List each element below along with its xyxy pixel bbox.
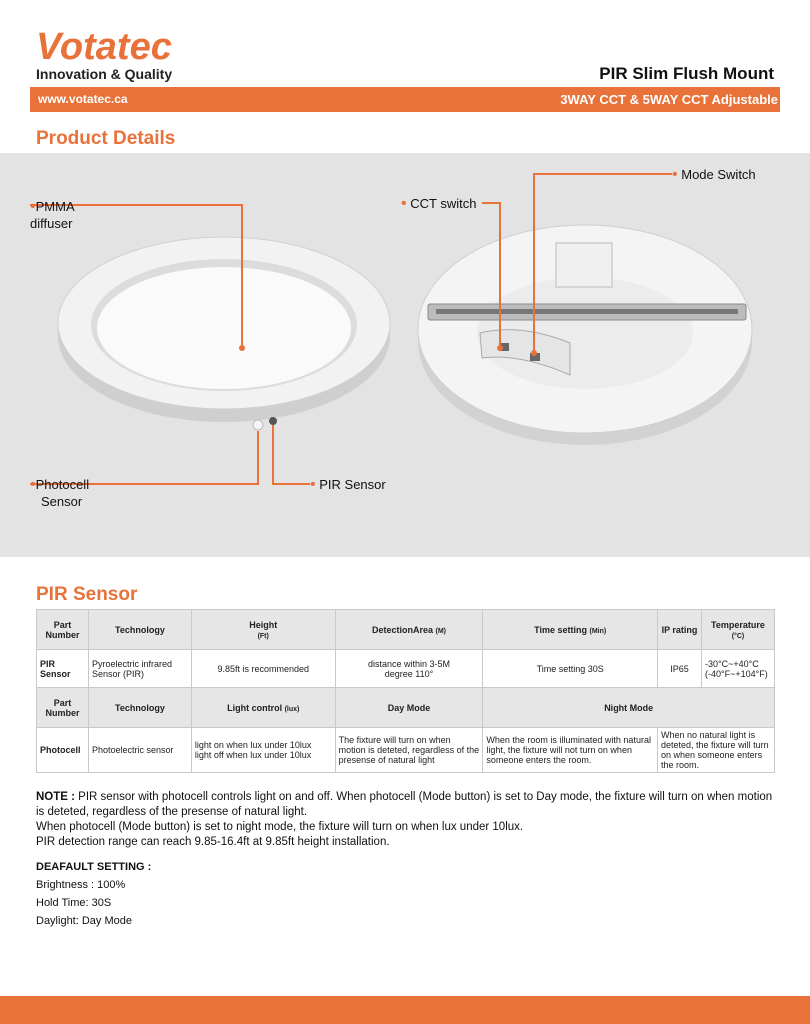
- fixture-front-image: [58, 237, 390, 430]
- pir-sensor-heading: PIR Sensor: [36, 584, 138, 605]
- default-settings: [36, 858, 151, 930]
- cell-part: PIR Sensor: [37, 650, 89, 688]
- header-bar: [30, 87, 780, 112]
- cell-night-mode-natural-light: When the room is illuminated with natural light, the fixture will not turn on when someone enters the room.: [483, 728, 658, 773]
- default-daylight: Daylight: Day Mode: [36, 915, 132, 927]
- fixture-back-image: [418, 225, 752, 445]
- note-label: NOTE :: [36, 791, 75, 803]
- header-height: Height (Ft): [191, 610, 335, 650]
- default-hold-time: Hold Time: 30S: [36, 897, 112, 909]
- product-details-heading: Product Details: [36, 128, 176, 149]
- callout-photocell-sensor: •Photocell Sensor: [30, 476, 90, 509]
- bullet-icon: •: [310, 476, 316, 493]
- product-details-panel: [0, 153, 810, 557]
- cell-temperature: -30°C~+40°C (-40°F~+104°F): [701, 650, 774, 688]
- document-subtitle: 3WAY CCT & 5WAY CCT Adjustable: [560, 92, 778, 107]
- header-part-number: Part Number: [37, 688, 89, 728]
- bullet-icon: •: [672, 166, 678, 183]
- votatec-logo: [36, 26, 196, 66]
- header-night-mode: Night Mode: [483, 688, 775, 728]
- default-brightness: Brightness : 100%: [36, 879, 126, 891]
- cell-light-control: light on when lux under 10lux light off when lux under 10lux: [191, 728, 335, 773]
- default-settings-heading: DEAFAULT SETTING :: [36, 861, 152, 873]
- document-title: PIR Slim Flush Mount: [599, 64, 774, 83]
- cell-detection: distance within 3-5M degree 110°: [335, 650, 483, 688]
- footer-bar: [0, 996, 810, 1024]
- tagline: Innovation & Quality: [36, 66, 173, 82]
- cell-technology: Photoelectric sensor: [88, 728, 191, 773]
- header-light-control: Light control (lux): [191, 688, 335, 728]
- note-line-2: When photocell (Mode button) is set to night mode, the fixture will turn on when lux under 10lux.: [36, 821, 524, 833]
- cell-ip: IP65: [658, 650, 702, 688]
- callout-pir-sensor: • PIR Sensor: [310, 476, 386, 493]
- cell-time: Time setting 30S: [483, 650, 658, 688]
- table-row: [37, 650, 775, 688]
- header-detection-area: DetectionArea (M): [335, 610, 483, 650]
- bullet-icon: •: [30, 198, 36, 215]
- callout-mode-switch: • Mode Switch: [672, 166, 756, 183]
- note-line-3: PIR detection range can reach 9.85-16.4ft at 9.85ft height installation.: [36, 836, 390, 848]
- svg-text:Votatec: Votatec: [36, 26, 172, 66]
- table-header-row: [37, 610, 775, 650]
- cell-height: 9.85ft is recommended: [191, 650, 335, 688]
- header-time-setting: Time setting (Min): [483, 610, 658, 650]
- callout-cct-switch: • CCT switch: [401, 195, 477, 212]
- bullet-icon: •: [30, 476, 36, 493]
- cell-night-mode-no-light: When no natural light is deteted, the fixture will turn on when someone enters the room.: [658, 728, 775, 773]
- callout-pmma-diffuser: •PMMA diffuser: [30, 198, 75, 231]
- header-technology: Technology: [88, 688, 191, 728]
- header-part-number: Part Number: [37, 610, 89, 650]
- header-temperature: Temperature (°C): [701, 610, 774, 650]
- note-block: [36, 790, 776, 850]
- cell-part: Photocell: [37, 728, 89, 773]
- header-day-mode: Day Mode: [335, 688, 483, 728]
- bullet-icon: •: [401, 195, 407, 212]
- table-header-row: [37, 688, 775, 728]
- table-row: [37, 728, 775, 773]
- cell-day-mode: The fixture will turn on when motion is deteted, regardless of the presense of natural light: [335, 728, 483, 773]
- cell-technology: Pyroelectric infrared Sensor (PIR): [88, 650, 191, 688]
- product-illustration: [0, 153, 810, 557]
- note-line-1: PIR sensor with photocell controls light on and off. When photocell (Mode button) is set to Day mode, the fixture will turn on when motion is deteted, regardless of the presense of natural light.: [36, 791, 773, 818]
- header-technology: Technology: [88, 610, 191, 650]
- pir-specs-table: [36, 609, 775, 773]
- website-link[interactable]: www.votatec.ca: [38, 92, 128, 106]
- header-ip-rating: IP rating: [658, 610, 702, 650]
